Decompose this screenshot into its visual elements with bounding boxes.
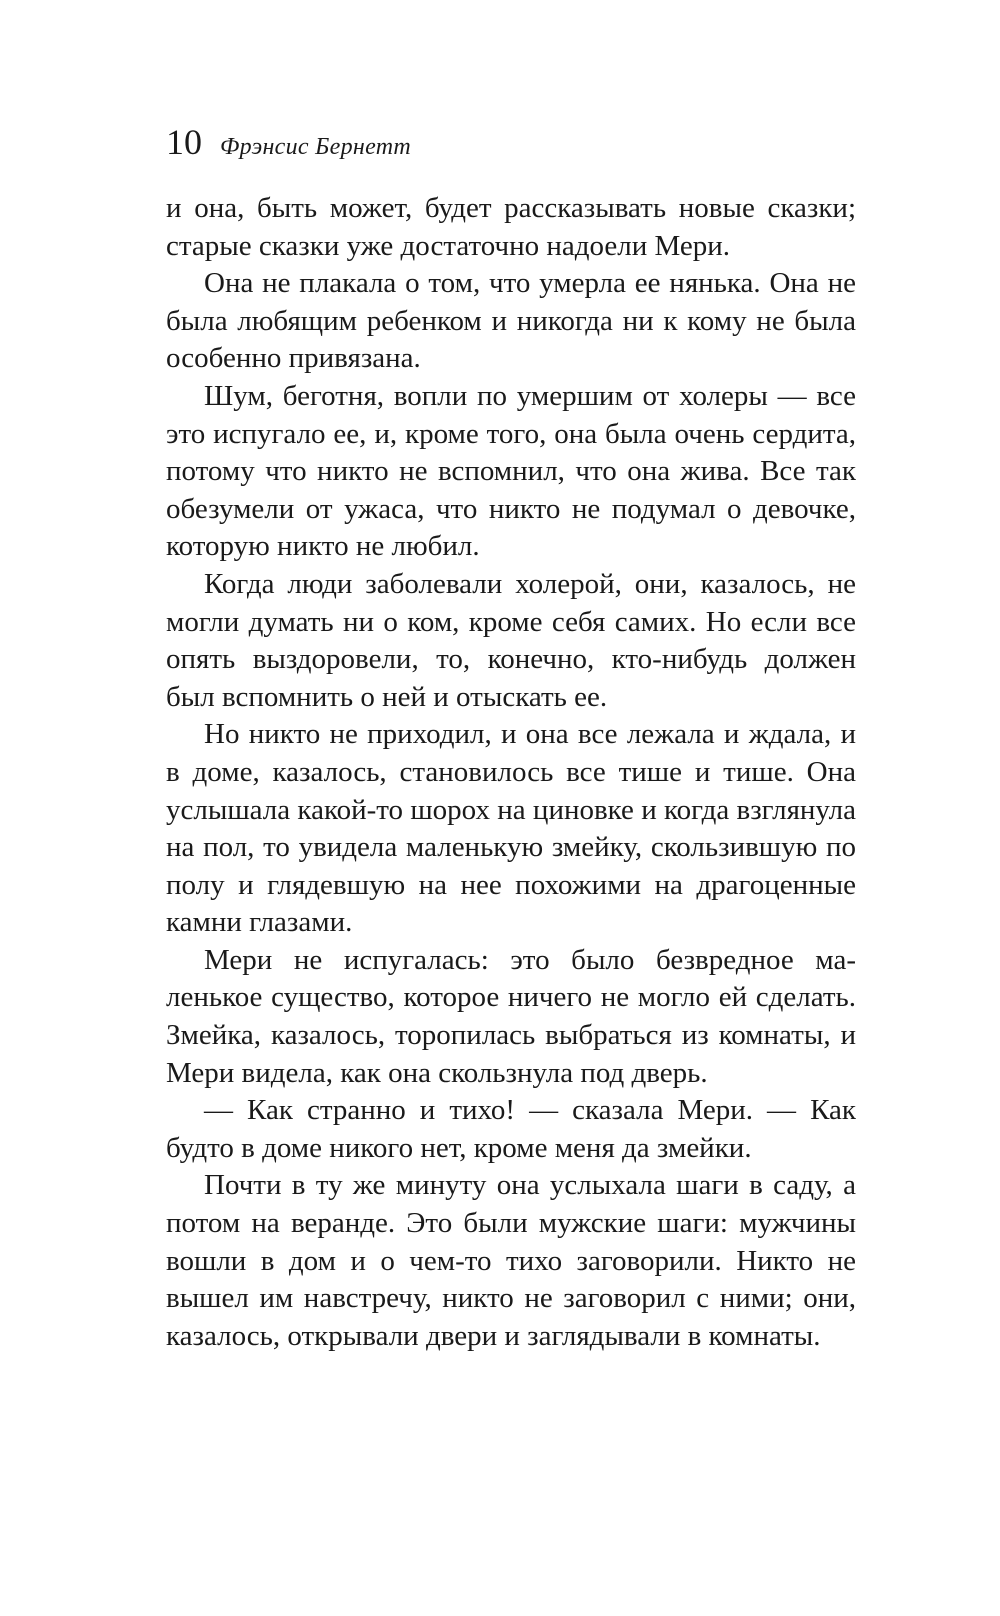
running-title: Фрэнсис Бернетт xyxy=(220,134,411,160)
body-text xyxy=(166,190,856,1355)
paragraph: — Как странно и тихо! — сказала Мери. — Как будто в доме никого нет, кроме меня да змейки. xyxy=(166,1094,856,1164)
paragraph: Она не плакала о том, что умерла ее нянька. Она не была любящим ребенком и никогда ни к кому не была особенно привязана. xyxy=(166,267,856,375)
paragraph: Почти в ту же минуту она услыхала шаги в саду, а потом на веранде. Это были мужские шаги: мужчины вошли в дом и о чем-то тихо заговорили. Никто не вышел им навстречу, никто не заговорил с ними; они, казалось, открывали двери и заглядывали в комнаты. xyxy=(166,1169,856,1352)
paragraph: Но никто не приходил, и она все лежала и ждала, и в доме, казалось, становилось все тише и тише. Она услышала какой-то шорох на циновке и когда взглянула на пол, то увидела маленькую змейку, скользившую по полу и глядевшую на нее похожими на драгоценные камни глазами. xyxy=(166,718,856,939)
page-number: 10 xyxy=(166,122,202,162)
paragraph: и она, быть может, будет рассказывать новые сказки; старые сказки уже достаточно надоели Мери. xyxy=(166,192,856,262)
paragraph: Когда люди заболевали холерой, они, казалось, не могли думать ни о ком, кроме себя самих. Но если все опять выздоровели, то, конечно, кто-нибудь должен был вспомнить о ней и отыскать ее. xyxy=(166,567,856,713)
paragraph: Мери не испугалась: это было безвредное маленькое существо, которое ничего не могло ей сделать. Змейка, казалось, торопилась выбраться из комнаты, и Мери видела, как она скользнула под дверь. xyxy=(166,943,856,1089)
paragraph: Шум, беготня, вопли по умершим от холеры — все это испугало ее, и, кроме того, она была очень сердита, потому что никто не вспомнил, что она жива. Все так обезумели от ужаса, что никто не подумал о девочке, которую никто не любил. xyxy=(166,379,856,563)
running-head xyxy=(166,124,411,160)
